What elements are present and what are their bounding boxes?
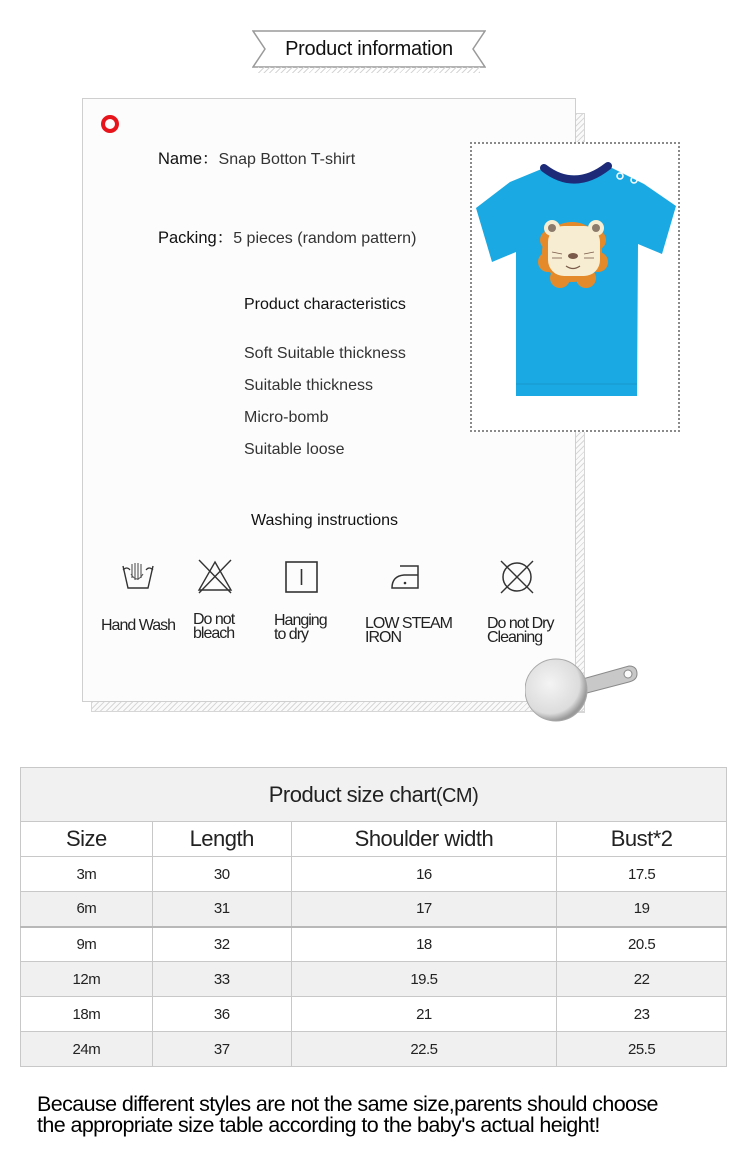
cell-bust: 22 [557, 962, 727, 997]
packing-label: Packing： [158, 229, 234, 247]
product-name [158, 145, 355, 169]
wash-label-line: bleach [193, 625, 235, 642]
table-header-row [21, 822, 727, 857]
cell-length: 30 [152, 857, 291, 892]
cell-shoulder-width: 18 [291, 927, 557, 962]
tshirt-image [472, 144, 678, 430]
cell-bust: 17.5 [557, 857, 727, 892]
table-row [21, 927, 727, 962]
section-banner [252, 30, 486, 68]
column-header-length: Length [152, 822, 291, 857]
cell-shoulder-width: 16 [291, 857, 557, 892]
hang-dry-icon [284, 560, 320, 594]
wash-label-line: Do not Dry [487, 615, 554, 632]
table-row [21, 1032, 727, 1067]
cell-bust: 25.5 [557, 1032, 727, 1067]
cell-bust: 23 [557, 997, 727, 1032]
wash-label-line: LOW STEAM [365, 615, 453, 632]
cell-bust: 19 [557, 892, 727, 927]
cell-shoulder-width: 21 [291, 997, 557, 1032]
cell-length: 31 [152, 892, 291, 927]
disclaimer-line: Because different styles are not the same size,parents should choose [37, 1092, 658, 1116]
column-header-shoulder-width: Shoulder width [291, 822, 557, 857]
cell-length: 37 [152, 1032, 291, 1067]
product-packing [158, 224, 416, 248]
size-chart-title [21, 768, 727, 822]
cell-shoulder-width: 17 [291, 892, 557, 927]
cell-bust: 20.5 [557, 927, 727, 962]
characteristics-title: Product characteristics [244, 296, 406, 313]
wash-label-line: Hand Wash [101, 617, 175, 634]
low-steam-iron-icon [390, 562, 424, 592]
name-label: Name： [158, 150, 219, 168]
packing-value: 5 pieces (random pattern) [233, 230, 417, 247]
product-photo [470, 142, 680, 432]
cell-length: 36 [152, 997, 291, 1032]
table-row [21, 892, 727, 927]
wash-label [193, 613, 234, 641]
disclaimer-line: the appropriate size table according to the baby's actual height! [37, 1113, 600, 1137]
size-chart-table [20, 767, 727, 1067]
wash-label-line: Cleaning [487, 629, 543, 646]
wash-label [487, 617, 553, 645]
characteristic-item: Suitable loose [244, 441, 345, 458]
cell-size: 24m [21, 1032, 153, 1067]
characteristic-item: Suitable thickness [244, 377, 373, 394]
table-row [21, 962, 727, 997]
cell-shoulder-width: 19.5 [291, 962, 557, 997]
cell-length: 33 [152, 962, 291, 997]
cell-shoulder-width: 22.5 [291, 1032, 557, 1067]
washing-title: Washing instructions [251, 512, 399, 529]
do-not-dry-clean-icon [498, 559, 536, 595]
cell-size: 6m [21, 892, 153, 927]
cell-size: 9m [21, 927, 153, 962]
characteristic-item: Micro-bomb [244, 409, 329, 426]
cell-length: 32 [152, 927, 291, 962]
card-shadow [91, 702, 585, 712]
do-not-bleach-icon [196, 558, 234, 594]
wash-label-line: Do not [193, 611, 235, 628]
column-header-bust: Bust*2 [557, 822, 727, 857]
wash-label [101, 619, 175, 633]
wash-label [365, 617, 452, 645]
cell-size: 3m [21, 857, 153, 892]
hand-wash-icon [120, 560, 156, 592]
size-disclaimer [37, 1094, 737, 1136]
characteristic-item: Soft Suitable thickness [244, 345, 406, 362]
size-chart-title-text: Product size chart [268, 781, 436, 807]
wash-label-line: Hanging [274, 612, 327, 629]
wash-label-line: to dry [274, 626, 309, 643]
wash-label-line: IRON [365, 629, 401, 646]
cell-size: 12m [21, 962, 153, 997]
size-chart-unit: (CM) [435, 784, 479, 807]
column-header-size: Size [21, 822, 153, 857]
pin-ring-icon [101, 115, 119, 133]
cell-size: 18m [21, 997, 153, 1032]
wash-label [274, 614, 327, 642]
pin-clip-icon [525, 650, 645, 725]
banner-hatch-shadow [258, 67, 480, 73]
banner-title: Product information [285, 38, 453, 60]
name-value: Snap Botton T-shirt [218, 151, 356, 168]
table-title-row [21, 768, 727, 822]
table-row [21, 857, 727, 892]
table-row [21, 997, 727, 1032]
